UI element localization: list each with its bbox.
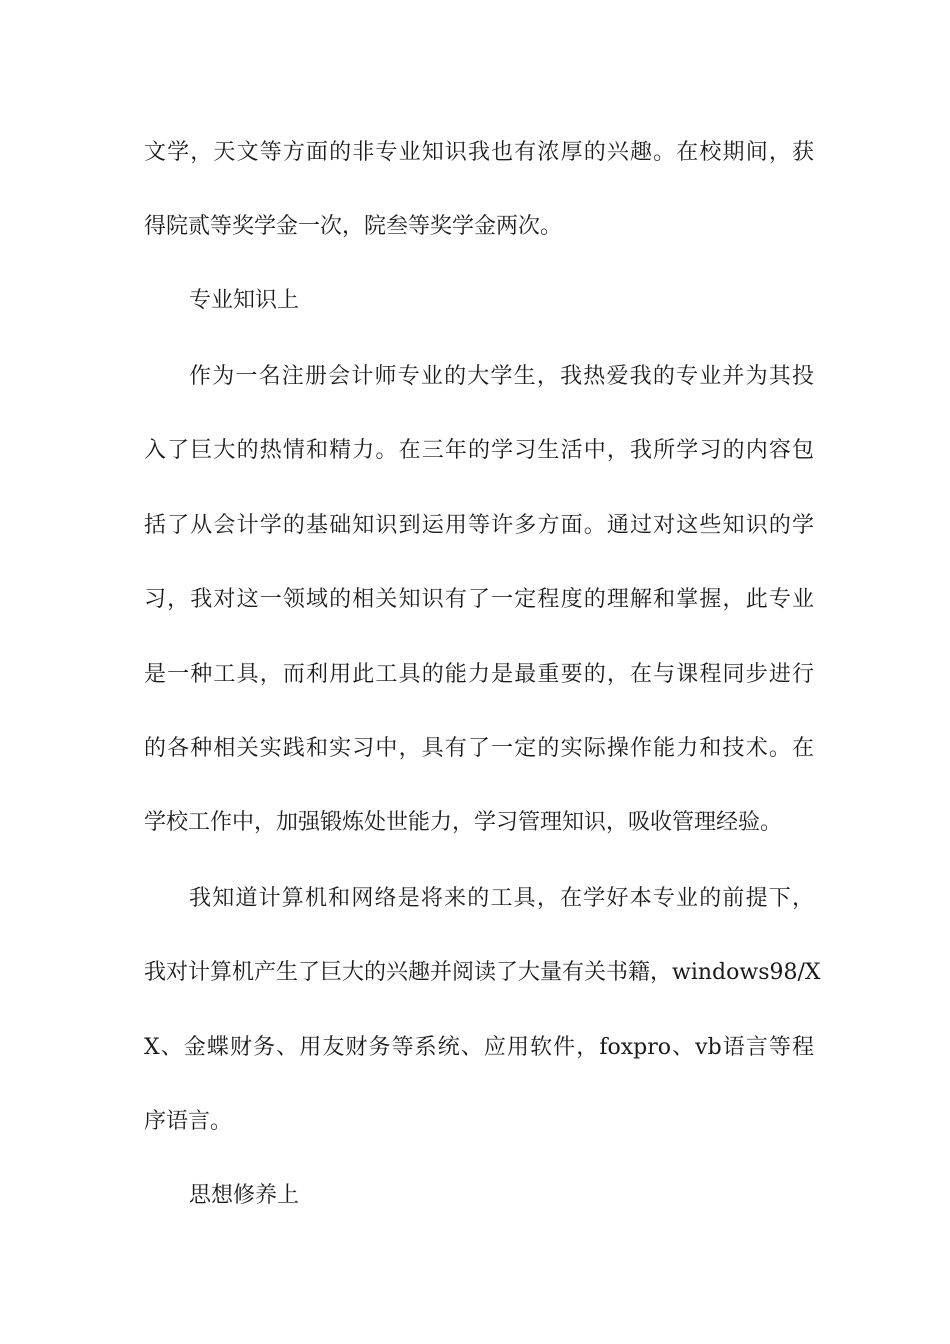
text-line-10: 学校工作中，加强锻炼处世能力，学习管理知识，吸收管理经验。 bbox=[144, 810, 783, 835]
section-heading-ideological-cultivation: 思想修养上 bbox=[189, 1183, 300, 1208]
text-line-7: 习，我对这一领域的相关知识有了一定程度的理解和掌握，此专业 bbox=[144, 587, 814, 612]
section-heading-professional-knowledge: 专业知识上 bbox=[189, 288, 300, 313]
text-line-4: 作为一名注册会计师专业的大学生，我热爱我的专业并为其投 bbox=[189, 364, 814, 389]
text-line-1: 文学，天文等方面的非专业知识我也有浓厚的兴趣。在校期间，获 bbox=[144, 140, 814, 165]
text-line-11: 我知道计算机和网络是将来的工具，在学好本专业的前提下， bbox=[189, 886, 814, 911]
text-line-5: 入了巨大的热情和精力。在三年的学习生活中，我所学习的内容包 bbox=[144, 438, 814, 463]
text-line-9: 的各种相关实践和实习中，具有了一定的实际操作能力和技术。在 bbox=[144, 736, 814, 761]
text-line-8: 是一种工具，而利用此工具的能力是最重要的，在与课程同步进行 bbox=[144, 662, 814, 687]
text-line-12: 我对计算机产生了巨大的兴趣并阅读了大量有关书籍，windows98/X bbox=[144, 960, 821, 985]
text-line-14: 序语言。 bbox=[144, 1109, 233, 1134]
text-line-13: X、金蝶财务、用友财务等系统、应用软件，foxpro、vb语言等程 bbox=[144, 1035, 814, 1060]
text-line-2: 得院贰等奖学金一次，院叁等奖学金两次。 bbox=[144, 214, 563, 239]
text-line-6: 括了从会计学的基础知识到运用等许多方面。通过对这些知识的学 bbox=[144, 513, 814, 538]
